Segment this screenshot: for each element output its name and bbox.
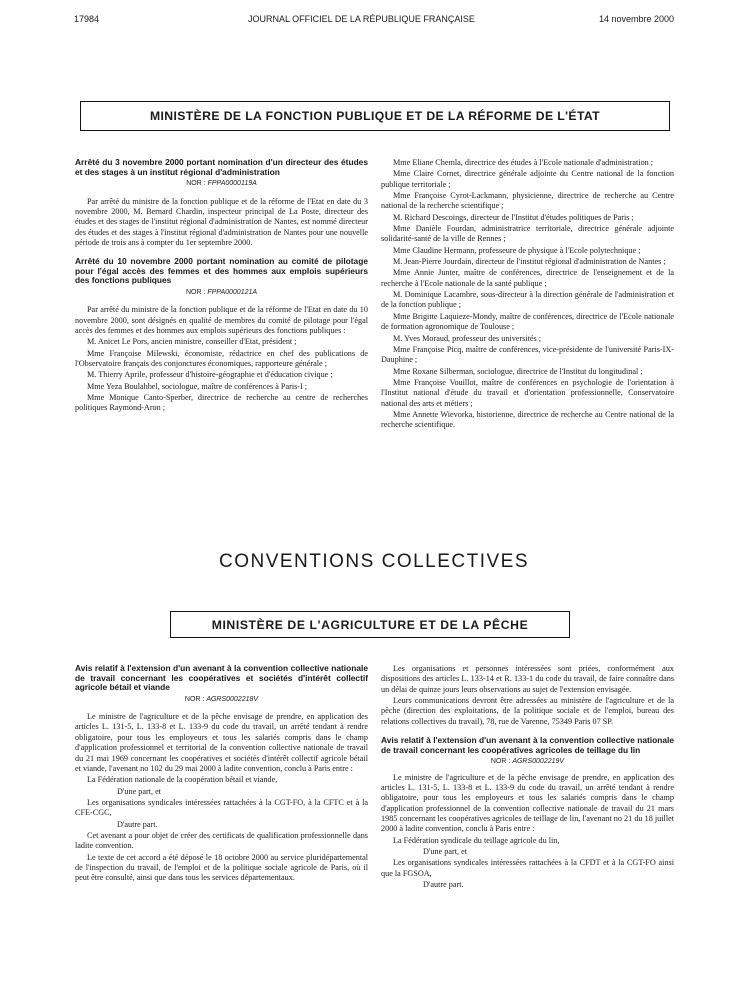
avis-2-paragraph: D'autre part. bbox=[423, 880, 464, 890]
arrete-2-title: Arrêté du 10 novembre 2000 portant nomination au comité de pilotage pour l'égal accès des femmes et des hommes aux emplois supérieurs des fonctions publiques bbox=[75, 256, 368, 286]
member-item: Mme Monique Canto-Sperber, directrice de recherche au centre de recherches politiques Raymond-Aron ; bbox=[75, 393, 368, 413]
member-item: Mme Yeza Boulahbel, sociologue, maître de conférences à Paris-I ; bbox=[87, 381, 308, 391]
left-column-arretes bbox=[75, 158, 368, 415]
ministry-heading-text: MINISTÈRE DE L'AGRICULTURE ET DE LA PÊCHE bbox=[211, 617, 529, 632]
page-number: 17984 bbox=[74, 14, 100, 24]
member-item: Mme Danièle Fourdan, administratrice territoriale, directrice générale adjointe solidarité-santé de la ville de Rennes ; bbox=[381, 224, 674, 244]
avis-1-paragraph: Les organisations et personnes intéressées sont priées, conformément aux dispositions des articles L. 133-14 et R. 133-1 du code du travail, de faire connaître dans un délai de quinze jours leurs observations au sujet de l'extension envisagée. bbox=[381, 664, 674, 694]
avis-1-paragraph: Le ministre de l'agriculture et de la pêche envisage de prendre, en application des articles L. 131-5, L. 133-8 et L. 133-9 du code du travail, un arrêté tendant à rendre obligatoire, pour tous les employeurs et tous les salariés compris dans le champ d'application professionnel et territorial de la convention collective nationale de travail du 21 mai 1969 concernant les coopératives et sociétés d'intérêt collectif agricole bétail et viande, l'avenant no 102 du 29 mai 2000 à ladite convention, conclu à Paris entre : bbox=[75, 712, 368, 773]
member-item: Mme Françoise Vouillot, maître de conférences en psychologie de l'orientation à l'Institut national d'étude du travail et d'orientation professionnelle, Conservatoire national des arts et métiers ; bbox=[381, 377, 674, 408]
journal-title: JOURNAL OFFICIEL DE LA RÉPUBLIQUE FRANÇAISE bbox=[248, 14, 475, 24]
avis-2-title: Avis relatif à l'extension d'un avenant à la convention collective nationale de travail concernant les coopératives agricoles de teillage du lin bbox=[381, 735, 674, 755]
avis-2-paragraph: D'une part, et bbox=[423, 847, 467, 856]
member-item: Mme Françoise Milewski, économiste, rédactrice en chef des publications de l'Observatoire français des conjonctures économiques, rapporteure générale ; bbox=[75, 348, 368, 369]
avis-1-nor: NOR : AGRS0002218V bbox=[184, 695, 259, 703]
avis-1-title: Avis relatif à l'extension d'un avenant à la convention collective nationale de travail concernant les coopératives et sociétés d'intérêt collectif agricole bétail et viande bbox=[75, 663, 368, 693]
section-title: CONVENTIONS COLLECTIVES bbox=[218, 551, 530, 572]
arrete-2-body: Par arrêté du ministre de la fonction publique et de la réforme de l'Etat en date du 10 novembre 2000, sont désignés en qualité de membres du comité de pilotage pour l'égal accès des femmes et des hommes aux emplois supérieurs des fonctions publiques : bbox=[75, 305, 368, 336]
right-column-avis bbox=[381, 664, 674, 891]
member-item: Mme Claudine Hermann, professeure de physique à l'Ecole polytechnique ; bbox=[393, 245, 641, 255]
page-header bbox=[74, 14, 674, 28]
ministry-heading-text: MINISTÈRE DE LA FONCTION PUBLIQUE ET DE LA RÉFORME DE L'ÉTAT bbox=[149, 109, 601, 123]
avis-2-nor: NOR : AGRS0002219V bbox=[490, 758, 565, 766]
arrete-1-title: Arrêté du 3 novembre 2000 portant nomination d'un directeur des études et des stages à un institut régional d'administration bbox=[75, 157, 368, 177]
member-item: Mme Brigitte Laquieze-Mondy, maître de conférences, directrice de l'Ecole nationale de formation agronomique de Toulouse ; bbox=[381, 311, 674, 332]
issue-date: 14 novembre 2000 bbox=[598, 14, 674, 24]
avis-1-paragraph: D'une part, et bbox=[117, 786, 161, 796]
arrete-1-body: Par arrêté du ministre de la fonction publique et de la réforme de l'Etat en date du 3 novembre 2000, M. Bernard Chardin, inspecteur principal de La Poste, directeur des études et des stages de l'institut régional d'administration de Nantes, est nommé directeur des études et des stages à l'institut régional d'administration de Nantes pour une nouvelle période de trois ans à compter du 1er septembre 2000. bbox=[75, 196, 368, 247]
avis-1-paragraph: Le texte de cet accord a été déposé le 18 octobre 2000 au service pluridépartemental de l'inspection du travail, de l'emploi et de la politique sociale agricole de Paris, où il peut être consulté, ainsi que dans tous les services départementaux. bbox=[75, 852, 368, 883]
member-item: Mme Annie Junter, maître de conférences, directrice de l'enseignement et de la recherche à l'Ecole nationale de la santé publique ; bbox=[381, 268, 674, 288]
member-item: Mme Annette Wievorka, historienne, directrice de recherche au Centre national de la recherche scientifique. bbox=[381, 409, 674, 430]
avis-1-paragraph: Cet avenant a pour objet de créer des certificats de qualification professionnelle dans ladite convention. bbox=[75, 830, 368, 851]
member-item: M. Yves Moraud, professeur des universités ; bbox=[393, 333, 542, 343]
avis-1-paragraph: Les organisations syndicales intéressées rattachées à la CGT-FO, à la CFTC et à la CFE-CGC, bbox=[75, 797, 368, 818]
ministry-heading-fonction-publique bbox=[80, 101, 670, 131]
member-item: Mme Claire Cornet, directrice générale adjointe du Centre national de la fonction publique territoriale ; bbox=[381, 169, 674, 189]
member-item: M. Anicet Le Pors, ancien ministre, conseiller d'Etat, président ; bbox=[87, 337, 297, 347]
arrete-1-nor: NOR : FPPA0000119A bbox=[186, 180, 257, 188]
avis-2-paragraph: Le ministre de l'agriculture et de la pêche envisage de prendre, en application des articles L. 131-5, L. 133-8 et L. 133-9 du code du travail, un arrêté tendant à rendre obligatoire, pour tous les employeurs et tous les salariés compris dans le champ d'application professionnel de la convention collective nationale de travail du 21 mars 1985 concernant les coopératives agricoles de teillage de lin, l'avenant no 21 du 18 juillet 2000 à ladite convention, conclu à Paris entre : bbox=[381, 772, 674, 834]
avis-2-paragraph: Les organisations syndicales intéressées rattachées à la CFDT et à la CGT-FO ainsi que la FGSOA, bbox=[381, 858, 674, 878]
member-item: Mme Françoise Picq, maître de conférences, vice-présidente de l'université Paris-IX-Dauphine ; bbox=[381, 344, 674, 365]
avis-1-paragraph: Leurs communications devront être adressées au ministère de l'agriculture et de la pêche (direction des exploitations, de la politique sociale et de l'emploi, bureau des relations collectives du travail), 78, rue de Varenne, 75349 Paris 07 SP. bbox=[381, 696, 674, 726]
member-item: M. Dominique Lacambre, sous-directeur à la direction générale de l'administration et de la fonction publique ; bbox=[381, 290, 674, 310]
arrete-2-nor: NOR : FPPA0000121A bbox=[185, 289, 258, 297]
avis-1-paragraph: D'autre part. bbox=[117, 819, 158, 829]
member-item: M. Jean-Pierre Jourdain, directeur de l'institut régional d'administration de Nantes ; bbox=[393, 257, 666, 267]
member-item: M. Thierry Aprile, professeur d'histoire-géographie et d'éducation civique ; bbox=[87, 370, 333, 380]
member-item: Mme Eliane Chemla, directrice des études à l'Ecole nationale d'administration ; bbox=[393, 158, 654, 167]
ministry-heading-agriculture bbox=[170, 611, 570, 638]
member-item: Mme Roxane Silberman, sociologue, directrice de l'Institut du longitudinal ; bbox=[393, 366, 643, 376]
right-column-members bbox=[381, 158, 674, 432]
avis-1-paragraph: La Fédération nationale de la coopération bétail et viande, bbox=[87, 775, 278, 785]
member-item: Mme Françoise Cyrot-Lackmann, physicienne, directrice de recherche au Centre national de la recherche scientifique ; bbox=[381, 191, 674, 211]
left-column-avis bbox=[75, 664, 368, 885]
member-item: M. Richard Descoings, directeur de l'Institut d'études politiques de Paris ; bbox=[393, 212, 634, 222]
avis-2-paragraph: La Fédération syndicale du teillage agricole du lin, bbox=[393, 835, 560, 845]
